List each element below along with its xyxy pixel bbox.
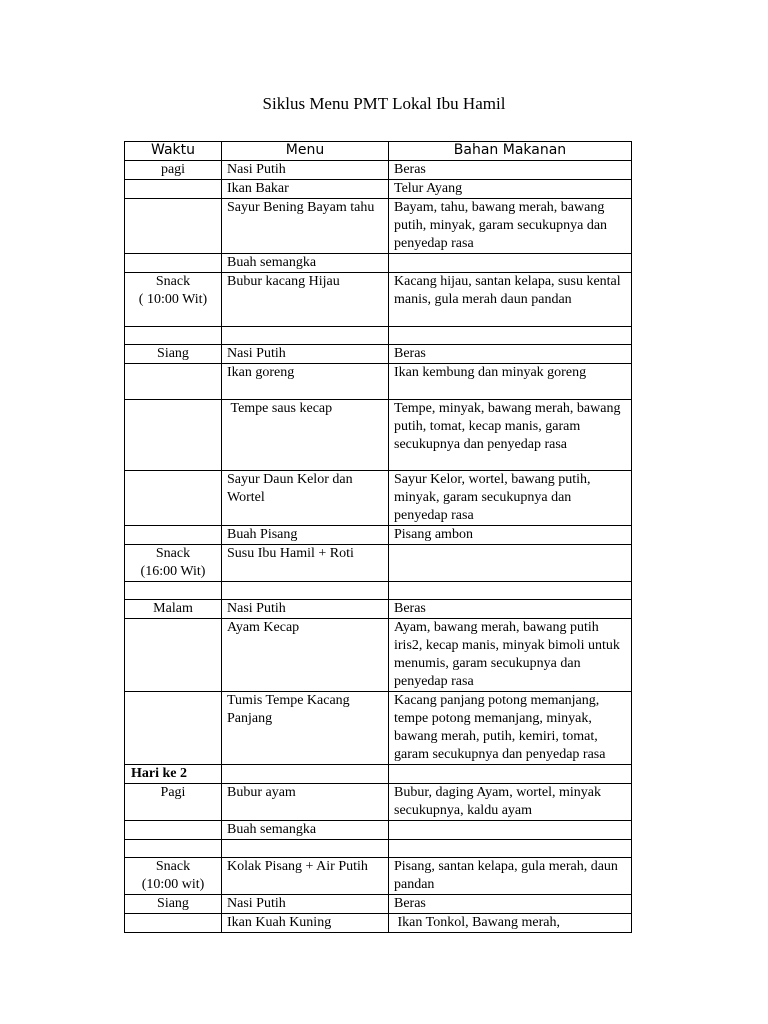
bahan-cell <box>389 840 632 858</box>
waktu-cell <box>125 582 222 600</box>
menu-cell: Nasi Putih <box>222 161 389 180</box>
waktu-cell: Siang <box>125 895 222 914</box>
table-row <box>125 600 632 619</box>
menu-cell: Buah Pisang <box>222 526 389 545</box>
waktu-cell <box>125 471 222 526</box>
menu-cell <box>222 582 389 600</box>
waktu-cell: Siang <box>125 345 222 364</box>
waktu-cell <box>125 327 222 345</box>
waktu-cell: Snack (16:00 Wit) <box>125 545 222 582</box>
menu-cell <box>222 327 389 345</box>
table-row <box>125 180 632 199</box>
table-row <box>125 784 632 821</box>
bahan-cell: Beras <box>389 895 632 914</box>
waktu-cell <box>125 364 222 400</box>
bahan-cell <box>389 582 632 600</box>
waktu-cell: Malam <box>125 600 222 619</box>
table-row <box>125 821 632 840</box>
bahan-cell: Bubur, daging Ayam, wortel, minyak secukupnya, kaldu ayam <box>389 784 632 821</box>
bahan-cell: Ikan kembung dan minyak goreng <box>389 364 632 400</box>
menu-cell: Nasi Putih <box>222 895 389 914</box>
bahan-cell: Pisang ambon <box>389 526 632 545</box>
bahan-cell: Bayam, tahu, bawang merah, bawang putih, minyak, garam secukupnya dan penyedap rasa <box>389 199 632 254</box>
menu-cell: Bubur ayam <box>222 784 389 821</box>
page-title: Siklus Menu PMT Lokal Ibu Hamil <box>262 94 506 113</box>
waktu-cell <box>125 914 222 933</box>
waktu-cell <box>125 692 222 765</box>
table-row <box>125 858 632 895</box>
waktu-cell <box>125 400 222 471</box>
bahan-cell: Beras <box>389 161 632 180</box>
waktu-cell: pagi <box>125 161 222 180</box>
bahan-cell: Ayam, bawang merah, bawang putih iris2, kecap manis, minyak bimoli untuk menumis, garam secukupnya dan penyedap rasa <box>389 619 632 692</box>
menu-table <box>124 141 632 933</box>
bahan-cell: Kacang hijau, santan kelapa, susu kental manis, gula merah daun pandan <box>389 273 632 327</box>
waktu-cell: Snack ( 10:00 Wit) <box>125 273 222 327</box>
table-row <box>125 327 632 345</box>
waktu-cell <box>125 199 222 254</box>
menu-cell: Ikan goreng <box>222 364 389 400</box>
waktu-cell <box>125 619 222 692</box>
table-row <box>125 254 632 273</box>
bahan-cell <box>389 765 632 784</box>
menu-cell: Ikan Kuah Kuning <box>222 914 389 933</box>
bahan-cell: Telur Ayang <box>389 180 632 199</box>
menu-cell: Tumis Tempe Kacang Panjang <box>222 692 389 765</box>
table-row <box>125 526 632 545</box>
table-row <box>125 895 632 914</box>
menu-cell: Kolak Pisang + Air Putih <box>222 858 389 895</box>
menu-cell: Sayur Daun Kelor dan Wortel <box>222 471 389 526</box>
menu-cell: Tempe saus kecap <box>222 400 389 471</box>
table-row <box>125 400 632 471</box>
menu-cell: Nasi Putih <box>222 600 389 619</box>
waktu-cell: Pagi <box>125 784 222 821</box>
table-row <box>125 914 632 933</box>
waktu-cell <box>125 821 222 840</box>
table-row <box>125 840 632 858</box>
table-row <box>125 765 632 784</box>
table-row <box>125 619 632 692</box>
waktu-cell: Hari ke 2 <box>125 765 222 784</box>
bahan-cell: Ikan Tonkol, Bawang merah, <box>389 914 632 933</box>
menu-cell: Sayur Bening Bayam tahu <box>222 199 389 254</box>
bahan-cell: Kacang panjang potong memanjang, tempe potong memanjang, minyak, bawang merah, putih, kemiri, tomat, garam secukupnya dan penyedap rasa <box>389 692 632 765</box>
menu-cell: Bubur kacang Hijau <box>222 273 389 327</box>
table-row <box>125 582 632 600</box>
bahan-cell <box>389 327 632 345</box>
table-row <box>125 199 632 254</box>
header-bahan-makanan: Bahan Makanan <box>389 142 632 161</box>
menu-cell: Ikan Bakar <box>222 180 389 199</box>
table-row <box>125 692 632 765</box>
header-waktu: Waktu <box>125 142 222 161</box>
bahan-cell: Tempe, minyak, bawang merah, bawang putih, tomat, kecap manis, garam secukupnya dan penyedap rasa <box>389 400 632 471</box>
waktu-cell <box>125 840 222 858</box>
waktu-cell: Snack (10:00 wit) <box>125 858 222 895</box>
bahan-cell: Sayur Kelor, wortel, bawang putih, minyak, garam secukupnya dan penyedap rasa <box>389 471 632 526</box>
menu-cell: Nasi Putih <box>222 345 389 364</box>
bahan-cell: Pisang, santan kelapa, gula merah, daun pandan <box>389 858 632 895</box>
bahan-cell <box>389 254 632 273</box>
table-row <box>125 273 632 327</box>
header-menu: Menu <box>222 142 389 161</box>
menu-cell <box>222 840 389 858</box>
table-row <box>125 364 632 400</box>
menu-cell: Susu Ibu Hamil + Roti <box>222 545 389 582</box>
table-row <box>125 545 632 582</box>
waktu-cell <box>125 180 222 199</box>
menu-cell: Buah semangka <box>222 821 389 840</box>
waktu-cell <box>125 526 222 545</box>
waktu-cell <box>125 254 222 273</box>
table-header-row <box>125 142 632 161</box>
bahan-cell: Beras <box>389 345 632 364</box>
bahan-cell <box>389 545 632 582</box>
table-row <box>125 471 632 526</box>
menu-cell <box>222 765 389 784</box>
menu-cell: Buah semangka <box>222 254 389 273</box>
bahan-cell: Beras <box>389 600 632 619</box>
table-row <box>125 161 632 180</box>
menu-cell: Ayam Kecap <box>222 619 389 692</box>
bahan-cell <box>389 821 632 840</box>
table-row <box>125 345 632 364</box>
